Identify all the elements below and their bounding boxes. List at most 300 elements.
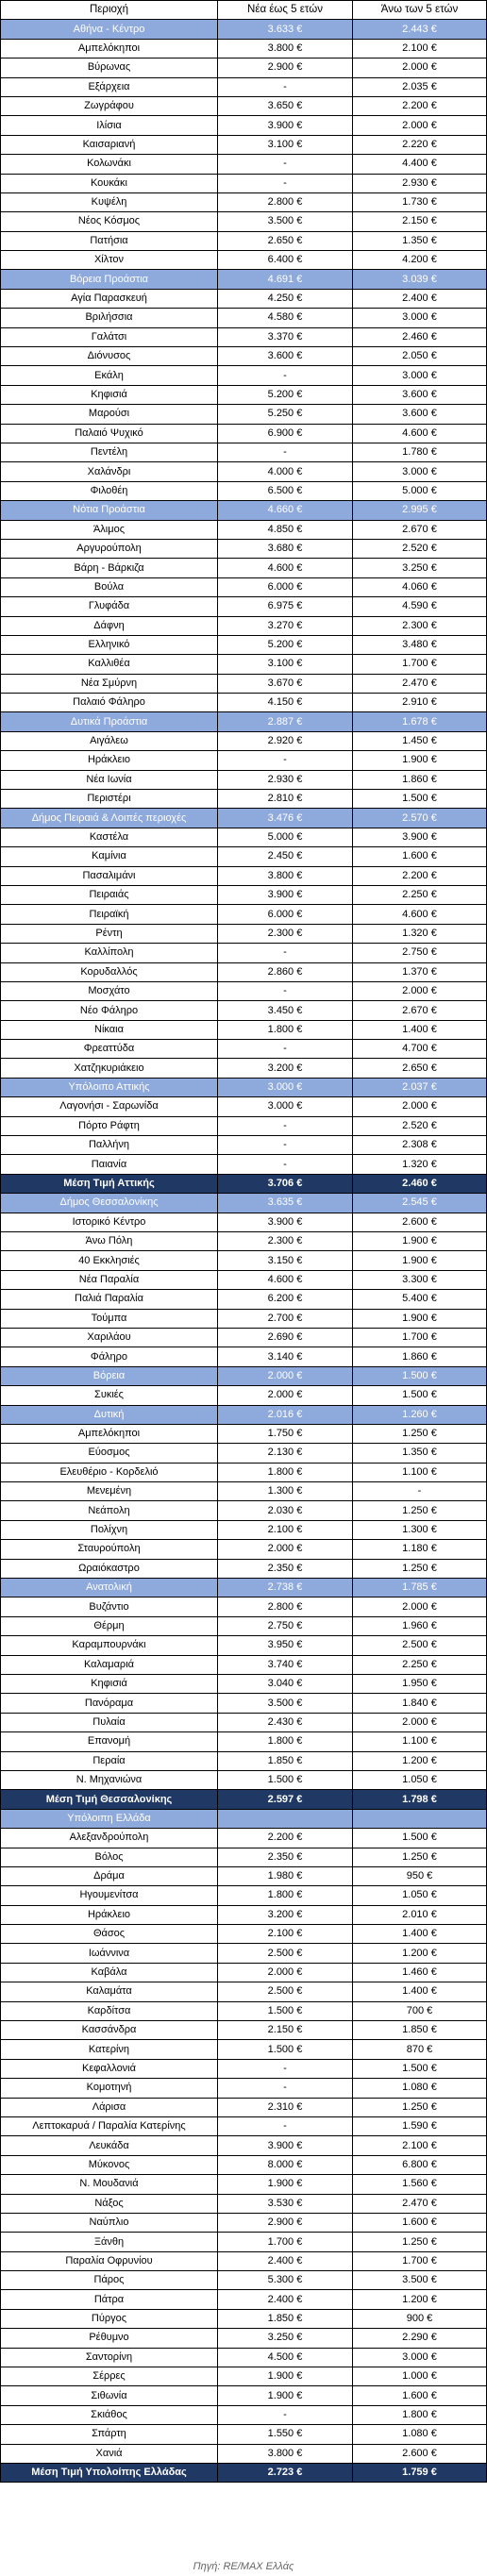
old-price-cell: 2.000 € [353,116,487,135]
table-row [1,655,487,674]
table-row [1,309,487,327]
table-row [1,616,487,635]
table-row [1,1886,487,1905]
new-price-cell: 8.000 € [218,2155,353,2174]
table-row [1,1290,487,1309]
table-row [1,770,487,789]
area-cell: Υπόλοιπο Αττικής [1,1078,218,1096]
new-price-cell: 2.000 € [218,1540,353,1559]
table-row [1,1251,487,1270]
table-row [1,1982,487,2001]
area-cell: Δάφνη [1,616,218,635]
old-price-cell: 2.000 € [353,1097,487,1116]
old-price-cell: 1.460 € [353,1963,487,1982]
new-price-cell: 1.800 € [218,1732,353,1751]
area-cell: Νέος Κόσμος [1,212,218,231]
old-price-cell: 2.600 € [353,1213,487,1231]
area-cell: Ηράκλειο [1,751,218,770]
new-price-cell: 1.900 € [218,2175,353,2194]
area-cell: Λάρισα [1,2098,218,2116]
area-cell: Καλαμάτα [1,1982,218,2001]
area-cell: Βούλα [1,577,218,596]
total-row [1,2464,487,2483]
area-cell: Ξάνθη [1,2233,218,2251]
table-row [1,597,487,616]
area-cell: Αμπελόκηποι [1,1424,218,1443]
area-cell: Άνω Πόλη [1,1232,218,1251]
new-price-cell: 2.810 € [218,790,353,809]
new-price-cell: 4.150 € [218,694,353,712]
header-old: Άνω των 5 ετών [353,1,487,20]
old-price-cell: 2.037 € [353,1078,487,1096]
old-price-cell: 2.520 € [353,539,487,558]
new-price-cell: 1.300 € [218,1482,353,1501]
area-cell: Σαντορίνη [1,2348,218,2367]
new-price-cell: 6.400 € [218,251,353,270]
table-row [1,2233,487,2251]
area-cell: Καρδίτσα [1,2001,218,2020]
header-area: Περιοχή [1,1,218,20]
area-cell: Παλαιό Ψυχικό [1,424,218,443]
new-price-cell: 2.500 € [218,1944,353,1963]
table-row [1,1848,487,1866]
table-row [1,424,487,443]
area-row [1,1405,487,1424]
old-price-cell: 2.000 € [353,59,487,77]
area-cell: Μέση Τιμή Υπολοίπης Ελλάδας [1,2464,218,2483]
table-row [1,2001,487,2020]
new-price-cell: - [218,366,353,385]
old-price-cell: 1.600 € [353,847,487,866]
table-row [1,1020,487,1039]
old-price-cell: 1.500 € [353,1366,487,1385]
old-price-cell: 4.400 € [353,155,487,174]
old-price-cell: 1.500 € [353,790,487,809]
table-row [1,731,487,750]
old-price-cell: 2.308 € [353,1136,487,1155]
new-price-cell: 3.100 € [218,655,353,674]
table-row [1,2367,487,2386]
new-price-cell: 2.000 € [218,1386,353,1405]
new-price-cell: 2.800 € [218,192,353,211]
area-cell: Θέρμη [1,1616,218,1635]
new-price-cell: 3.450 € [218,1001,353,1020]
table-row [1,1616,487,1635]
table-row [1,1694,487,1713]
old-price-cell: 4.590 € [353,597,487,616]
table-row [1,1347,487,1366]
new-price-cell: 6.000 € [218,905,353,924]
new-price-cell: 1.800 € [218,1020,353,1039]
area-cell: Πυλαία [1,1713,218,1731]
old-price-cell: 1.350 € [353,1444,487,1463]
table-row [1,2329,487,2348]
old-price-cell: 1.700 € [353,2251,487,2270]
total-row [1,1174,487,1193]
old-price-cell: 1.050 € [353,1770,487,1789]
area-cell: Αλεξανδρούπολη [1,1829,218,1848]
new-price-cell: 3.706 € [218,1174,353,1193]
area-cell: Ιλίσια [1,116,218,135]
new-price-cell: 4.600 € [218,559,353,577]
old-price-cell: 1.798 € [353,1790,487,1809]
old-price-cell: 3.000 € [353,2348,487,2367]
new-price-cell: - [218,944,353,962]
new-price-cell: 2.450 € [218,847,353,866]
table-row [1,2175,487,2194]
table-row [1,2444,487,2463]
area-cell: Σταυρούπολη [1,1540,218,1559]
old-price-cell: 2.995 € [353,501,487,520]
old-price-cell: 3.900 € [353,828,487,846]
new-price-cell: 2.738 € [218,1579,353,1597]
area-cell: Μέση Τιμή Αττικής [1,1174,218,1193]
table-row [1,135,487,154]
new-price-cell: 2.750 € [218,1616,353,1635]
new-price-cell: 4.500 € [218,2348,353,2367]
table-row [1,1328,487,1347]
new-price-cell: 6.000 € [218,577,353,596]
old-price-cell: 2.545 € [353,1194,487,1213]
area-cell: Νότια Προάστια [1,501,218,520]
new-price-cell: 2.100 € [218,1925,353,1944]
old-price-cell: 2.010 € [353,1905,487,1924]
area-row [1,809,487,828]
area-cell: Βυζάντιο [1,1597,218,1616]
new-price-cell: 3.200 € [218,1905,353,1924]
old-price-cell: 1.950 € [353,1674,487,1693]
old-price-cell: 1.730 € [353,192,487,211]
new-price-cell: - [218,443,353,461]
table-row [1,635,487,654]
old-price-cell: 2.300 € [353,616,487,635]
old-price-cell: 1.590 € [353,2116,487,2135]
old-price-cell: 2.520 € [353,1116,487,1135]
area-cell: Εξάρχεια [1,77,218,96]
area-cell: Δράμα [1,1866,218,1885]
old-price-cell: 1.080 € [353,2079,487,2098]
area-cell: Σιθωνία [1,2386,218,2405]
new-price-cell: - [218,2079,353,2098]
old-price-cell: 1.250 € [353,1501,487,1520]
area-row [1,20,487,39]
new-price-cell: 2.130 € [218,1444,353,1463]
area-cell: Παλαιό Φάληρο [1,694,218,712]
new-price-cell: 3.000 € [218,1097,353,1116]
table-row [1,2309,487,2328]
new-price-cell: - [218,1155,353,1174]
old-price-cell: 4.700 € [353,1040,487,1059]
table-row [1,385,487,404]
new-price-cell: 2.800 € [218,1597,353,1616]
old-price-cell: 1.800 € [353,2405,487,2424]
area-cell: Αγία Παρασκευή [1,289,218,308]
area-row [1,712,487,731]
old-price-cell: 1.678 € [353,712,487,731]
new-price-cell: 2.597 € [218,1790,353,1809]
area-cell: Αργυρούπολη [1,539,218,558]
area-cell: Ν. Μηχανιώνα [1,1770,218,1789]
table-row [1,1770,487,1789]
new-price-cell: 3.100 € [218,135,353,154]
table-row [1,2405,487,2424]
table-row [1,96,487,115]
table-row [1,59,487,77]
source-note: Πηγή: RE/MAX Ελλάς [193,2561,294,2572]
table-row [1,1309,487,1328]
old-price-cell: 2.050 € [353,347,487,366]
old-price-cell: 1.759 € [353,2464,487,2483]
new-price-cell: 2.300 € [218,1232,353,1251]
old-price-cell: 2.650 € [353,1059,487,1078]
area-cell: Σέρρες [1,2367,218,2386]
new-price-cell: 2.200 € [218,1829,353,1848]
new-price-cell: 2.887 € [218,712,353,731]
area-cell: Μέση Τιμή Θεσσαλονίκης [1,1790,218,1809]
new-price-cell: 1.750 € [218,1424,353,1443]
new-price-cell: 2.650 € [218,231,353,250]
old-price-cell: 2.460 € [353,327,487,346]
area-cell: Χανιά [1,2444,218,2463]
area-cell: Πατήσια [1,231,218,250]
table-row [1,347,487,366]
table-row [1,962,487,981]
area-cell: Εύοσμος [1,1444,218,1463]
area-cell: Αμπελόκηποι [1,39,218,58]
table-row [1,1155,487,1174]
area-cell: Ηγουμενίτσα [1,1886,218,1905]
area-cell: Νέα Σμύρνη [1,674,218,693]
old-price-cell: 1.600 € [353,2213,487,2232]
area-cell: Κηφισιά [1,1674,218,1693]
new-price-cell: 4.250 € [218,289,353,308]
new-price-cell: - [218,1040,353,1059]
table-row [1,2079,487,2098]
area-cell: Παλλήνη [1,1136,218,1155]
old-price-cell: 1.250 € [353,1848,487,1866]
old-price-cell: 3.300 € [353,1270,487,1289]
old-price-cell: 1.260 € [353,1405,487,1424]
table-row [1,1963,487,1982]
old-price-cell: 4.200 € [353,251,487,270]
old-price-cell: 1.200 € [353,1751,487,1770]
new-price-cell: 2.000 € [218,1963,353,1982]
old-price-cell: 1.900 € [353,1309,487,1328]
area-cell: Φρεαττύδα [1,1040,218,1059]
new-price-cell: 3.476 € [218,809,353,828]
new-price-cell: 4.600 € [218,1270,353,1289]
old-price-cell: 2.250 € [353,885,487,904]
table-row [1,1905,487,1924]
new-price-cell: 1.550 € [218,2425,353,2444]
old-price-cell: 900 € [353,2309,487,2328]
old-price-cell: 5.000 € [353,481,487,500]
area-cell: Ναύπλιο [1,2213,218,2232]
table-row [1,751,487,770]
old-price-cell: 2.150 € [353,212,487,231]
area-cell: Ιστορικό Κέντρο [1,1213,218,1231]
new-price-cell: - [218,2059,353,2078]
new-price-cell: 2.016 € [218,1405,353,1424]
new-price-cell: 3.800 € [218,2444,353,2463]
area-cell: Καραμπουρνάκι [1,1636,218,1655]
old-price-cell: 2.470 € [353,674,487,693]
new-price-cell: 6.500 € [218,481,353,500]
old-price-cell: 1.600 € [353,2386,487,2405]
table-row [1,1540,487,1559]
new-price-cell: - [218,155,353,174]
area-cell: Χαλάνδρι [1,462,218,481]
table-row [1,366,487,385]
table-row [1,2059,487,2078]
table-row [1,1116,487,1135]
new-price-cell: 1.900 € [218,2386,353,2405]
area-cell: Κορυδαλλός [1,962,218,981]
new-price-cell: 5.200 € [218,635,353,654]
old-price-cell: 2.100 € [353,39,487,58]
new-price-cell: 1.500 € [218,1770,353,1789]
area-cell: Νεάπολη [1,1501,218,1520]
area-cell: Αθήνα - Κέντρο [1,20,218,39]
table-row [1,1386,487,1405]
area-cell: Περιστέρι [1,790,218,809]
new-price-cell: 5.000 € [218,828,353,846]
old-price-cell: - [353,1482,487,1501]
area-cell: Θάσος [1,1925,218,1944]
table-row [1,1136,487,1155]
area-cell: Φιλοθέη [1,481,218,500]
area-cell: Νίκαια [1,1020,218,1039]
area-row [1,501,487,520]
table-row [1,885,487,904]
old-price-cell: 1.900 € [353,1232,487,1251]
old-price-cell: 1.250 € [353,1559,487,1578]
old-price-cell: 2.220 € [353,135,487,154]
old-price-cell: 1.180 € [353,1540,487,1559]
table-row [1,192,487,211]
new-price-cell: 3.530 € [218,2194,353,2213]
area-cell: Συκιές [1,1386,218,1405]
new-price-cell: 3.635 € [218,1194,353,1213]
table-row [1,1232,487,1251]
old-price-cell: 2.000 € [353,1597,487,1616]
area-cell: Κυψέλη [1,192,218,211]
header-new: Νέα έως 5 ετών [218,1,353,20]
area-cell: Περαία [1,1751,218,1770]
new-price-cell: 2.723 € [218,2464,353,2483]
new-price-cell: - [218,77,353,96]
old-price-cell: 1.960 € [353,1616,487,1635]
old-price-cell: 1.200 € [353,2290,487,2309]
old-price-cell: 3.600 € [353,385,487,404]
old-price-cell: 3.000 € [353,462,487,481]
area-cell: Μύκονος [1,2155,218,2174]
old-price-cell: 2.930 € [353,174,487,192]
area-cell: Υπόλοιπη Ελλάδα [1,1809,218,1828]
old-price-cell: 2.400 € [353,289,487,308]
new-price-cell: 3.500 € [218,212,353,231]
new-price-cell: 3.650 € [218,96,353,115]
old-price-cell: 1.560 € [353,2175,487,2194]
new-price-cell: 3.740 € [218,1655,353,1674]
table-row [1,559,487,577]
table-row [1,481,487,500]
area-cell: Κεφαλλονιά [1,2059,218,2078]
table-row [1,1444,487,1463]
area-cell: Ηράκλειο [1,1905,218,1924]
new-price-cell: 3.900 € [218,885,353,904]
area-cell: Χίλτον [1,251,218,270]
table-row [1,2040,487,2059]
new-price-cell: 2.150 € [218,2021,353,2040]
old-price-cell: 3.250 € [353,559,487,577]
old-price-cell: 4.600 € [353,424,487,443]
area-row [1,1194,487,1213]
old-price-cell: 1.100 € [353,1732,487,1751]
old-price-cell: 2.100 € [353,2136,487,2155]
area-cell: Χαριλάου [1,1328,218,1347]
new-price-cell: - [218,2116,353,2135]
table-row [1,39,487,58]
area-cell: Καλλιθέα [1,655,218,674]
area-cell: Καισαριανή [1,135,218,154]
area-cell: Τούμπα [1,1309,218,1328]
area-cell: Κασσάνδρα [1,2021,218,2040]
area-cell: Πόρτο Ράφτη [1,1116,218,1135]
old-price-cell: 2.035 € [353,77,487,96]
new-price-cell: - [218,981,353,1000]
header-row [1,1,487,20]
new-price-cell: 4.580 € [218,309,353,327]
old-price-cell: 1.900 € [353,1251,487,1270]
area-cell: Νέα Παραλία [1,1270,218,1289]
old-price-cell: 1.050 € [353,1886,487,1905]
old-price-cell: 2.670 € [353,1001,487,1020]
new-price-cell [218,1809,353,1828]
new-price-cell: - [218,2405,353,2424]
area-cell: Ελευθέριο - Κορδελιό [1,1463,218,1481]
old-price-cell: 1.200 € [353,1944,487,1963]
table-row [1,289,487,308]
new-price-cell: 2.400 € [218,2251,353,2270]
new-price-cell: 3.150 € [218,1251,353,1270]
old-price-cell: 2.500 € [353,1636,487,1655]
old-price-cell: 1.850 € [353,2021,487,2040]
new-price-cell: 3.500 € [218,1694,353,1713]
old-price-cell: 1.785 € [353,1579,487,1597]
new-price-cell: 2.000 € [218,1366,353,1385]
new-price-cell: 3.670 € [218,674,353,693]
area-cell: Ωραιόκαστρο [1,1559,218,1578]
area-cell: Παλιά Παραλία [1,1290,218,1309]
new-price-cell: 3.000 € [218,1078,353,1096]
old-price-cell: 3.600 € [353,405,487,424]
old-price-cell: 2.670 € [353,520,487,539]
old-price-cell: 1.000 € [353,2367,487,2386]
new-price-cell: 1.500 € [218,2001,353,2020]
table-row [1,1636,487,1655]
table-row [1,790,487,809]
table-row [1,577,487,596]
table-row [1,694,487,712]
table-row [1,2098,487,2116]
table-row [1,924,487,943]
area-cell: Νέο Φάληρο [1,1001,218,1020]
new-price-cell: 1.850 € [218,1751,353,1770]
new-price-cell: 1.980 € [218,1866,353,1885]
table-row [1,1270,487,1289]
new-price-cell: 2.310 € [218,2098,353,2116]
